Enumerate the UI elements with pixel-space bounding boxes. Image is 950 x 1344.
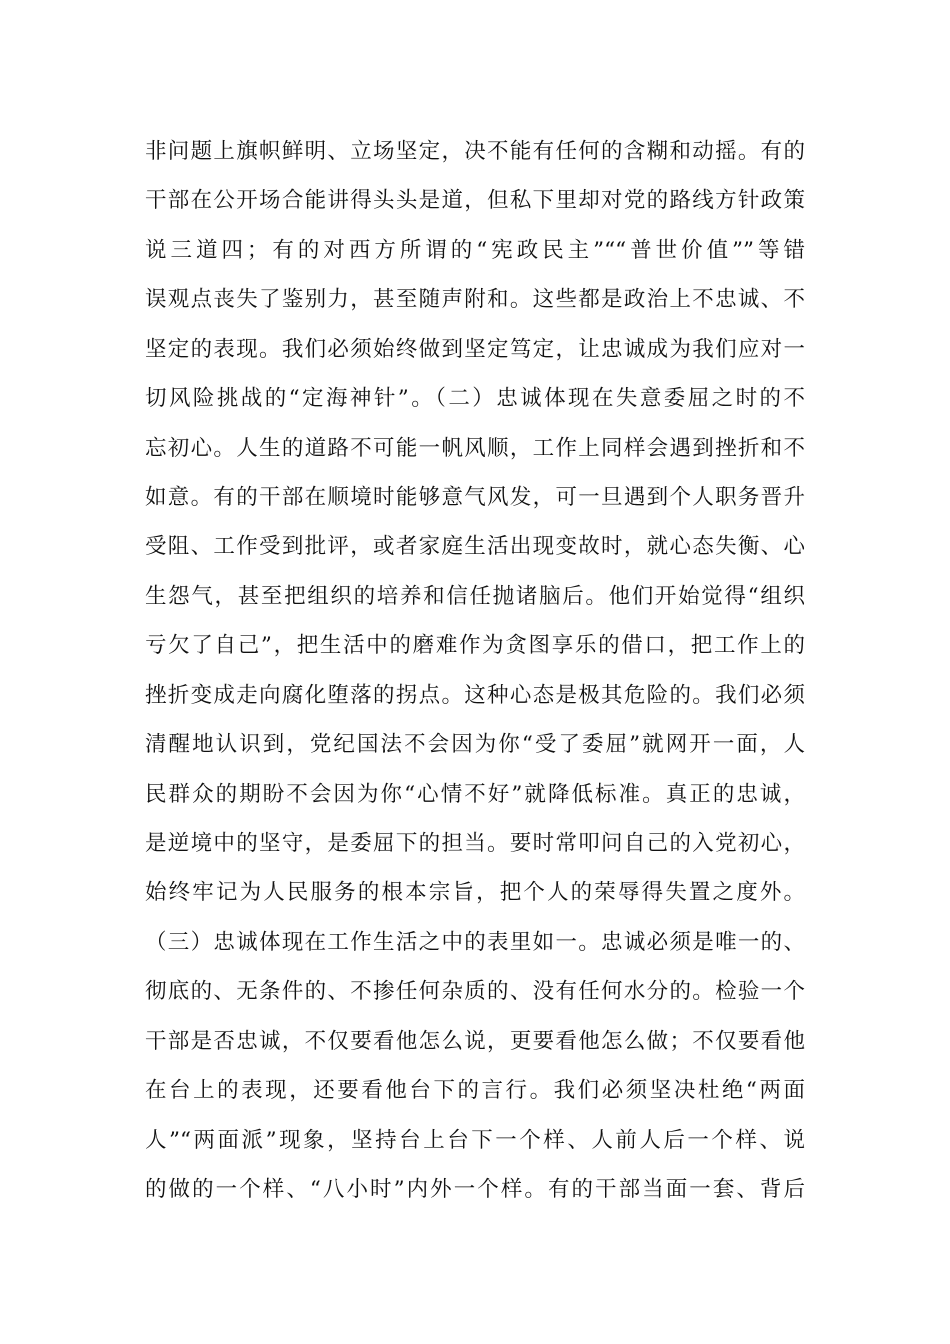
text-line: 彻底的、无条件的、不掺任何杂质的、没有任何水分的。检验一个: [145, 979, 805, 1005]
text-line: 误观点丧失了鉴别力，甚至随声附和。这些都是政治上不忠诚、不: [145, 287, 805, 313]
text-line: 受阻、工作受到批评，或者家庭生活出现变故时，就心态失衡、心: [145, 534, 805, 560]
text-line: 挫折变成走向腐化堕落的拐点。这种心态是极其危险的。我们必须: [145, 682, 805, 708]
text-line: 生怨气，甚至把组织的培养和信任抛诸脑后。他们开始觉得“组织: [145, 583, 805, 609]
text-line: 忘初心。人生的道路不可能一帆风顺，工作上同样会遇到挫折和不: [145, 435, 805, 461]
text-line: 人”“两面派”现象，坚持台上台下一个样、人前人后一个样、说: [145, 1127, 805, 1153]
text-line: 始终牢记为人民服务的根本宗旨，把个人的荣辱得失置之度外。: [145, 880, 805, 906]
text-line: 切风险挑战的“定海神针”。（二）忠诚体现在失意委屈之时的不: [145, 386, 805, 412]
text-line: 非问题上旗帜鲜明、立场坚定，决不能有任何的含糊和动摇。有的: [145, 139, 805, 164]
text-line: 在台上的表现，还要看他台下的言行。我们必须坚决杜绝“两面: [145, 1078, 805, 1104]
text-line: （三）忠诚体现在工作生活之中的表里如一。忠诚必须是唯一的、: [145, 929, 805, 955]
text-line: 坚定的表现。我们必须始终做到坚定笃定，让忠诚成为我们应对一: [145, 336, 805, 362]
text-line: 干部是否忠诚，不仅要看他怎么说，更要看他怎么做；不仅要看他: [145, 1028, 805, 1054]
text-line: 如意。有的干部在顺境时能够意气风发，可一旦遇到个人职务晋升: [145, 485, 805, 510]
text-line: 民群众的期盼不会因为你“心情不好”就降低标准。真正的忠诚，: [145, 781, 805, 807]
text-line: 是逆境中的坚守，是委屈下的担当。要时常叩问自己的入党初心，: [145, 831, 805, 857]
text-line: 说三道四；有的对西方所谓的“宪政民主”““普世价值””等错: [145, 237, 805, 263]
text-line: 亏欠了自己”，把生活中的磨难作为贪图享乐的借口，把工作上的: [145, 633, 805, 659]
text-line: 清醒地认识到，党纪国法不会因为你“受了委屈”就网开一面，人: [145, 732, 805, 758]
text-line: 的做的一个样、“八小时”内外一个样。有的干部当面一套、背后: [145, 1177, 805, 1203]
text-line: 干部在公开场合能讲得头头是道，但私下里却对党的路线方针政策: [145, 188, 805, 214]
